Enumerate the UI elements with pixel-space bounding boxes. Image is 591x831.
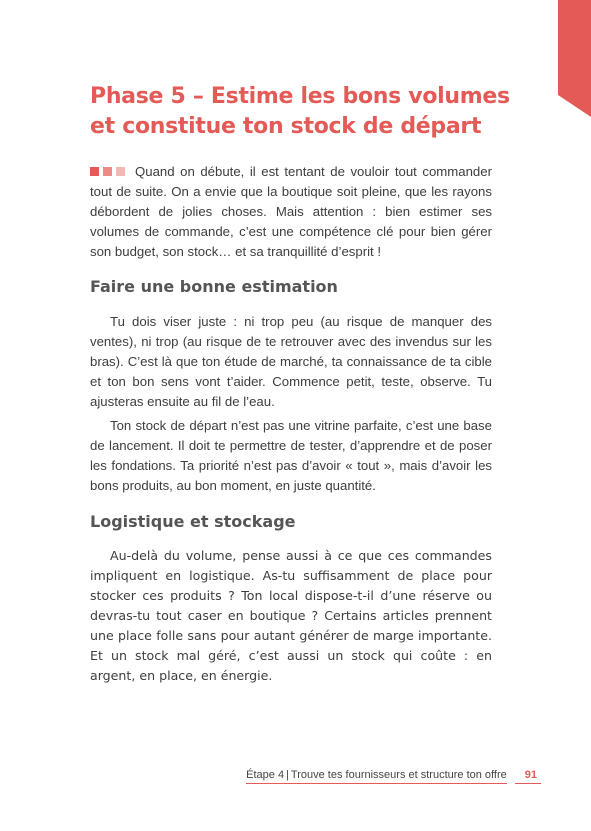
accent-square-light: [116, 167, 125, 176]
body-paragraph: Au-delà du volume, pense aussi à ce que ces commandes impliquent en logistique. As-tu suffisamment de place pour stocker ces produits ? Ton local dispose-t-il d’une réserve ou devras-tu tout caser en boutique ? Certains articles prennent une place folle sans pour autant générer de marge importante. Et un stock mal géré, c’est aussi un stock qui coûte : en argent, en place, en énergie.: [90, 548, 492, 683]
accent-square-dark: [90, 167, 99, 176]
section-heading-estimation: Faire une bonne estimation: [90, 277, 338, 296]
accent-squares-icon: [90, 162, 129, 182]
section-body-logistics: [90, 546, 492, 690]
body-paragraph: Ton stock de départ n’est pas une vitrine parfaite, c’est une base de lancement. Il doit te permettre de tester, d’apprendre et de poser les fondations. Ta priorité n’est pas d’avoir « tout », mais d’avoir les bons produits, au bon moment, en juste quantité.: [90, 418, 492, 493]
body-paragraph: Tu dois viser juste : ni trop peu (au risque de manquer des ventes), ni trop (au risque de te retrouver avec des invendus sur les bras). C’est là que ton étude de marché, ta connaissance de ta cible et ton bon sens vont t’aider. Commence petit, teste, observe. Tu ajusteras ensuite au fil de l’eau.: [90, 314, 492, 409]
page-title: Phase 5 – Estime les bons volumes et constitue ton stock de départ: [90, 84, 510, 139]
section-heading-logistics: Logistique et stockage: [90, 512, 296, 531]
footer-separator: |: [286, 769, 289, 781]
section-body-estimation: [90, 312, 492, 500]
footer-chapter-title: Trouve tes fournisseurs et structure ton offre: [290, 769, 507, 781]
page-number: 91: [515, 769, 541, 784]
accent-square-mid: [103, 167, 112, 176]
footer-running-head: [246, 769, 507, 784]
intro-paragraph: [90, 162, 492, 262]
corner-tab-decoration: [558, 0, 591, 117]
footer-chapter: Étape 4: [246, 769, 285, 781]
intro-text: Quand on débute, il est tentant de vouloir tout commander tout de suite. On a envie que la boutique soit pleine, que les rayons débordent de jolies choses. Mais attention : bien estimer ses volumes de commande, c’est une compétence clé pour bien gérer son budget, son stock… et sa tranquillité d’esprit !: [90, 164, 492, 259]
page-footer: [246, 769, 541, 784]
